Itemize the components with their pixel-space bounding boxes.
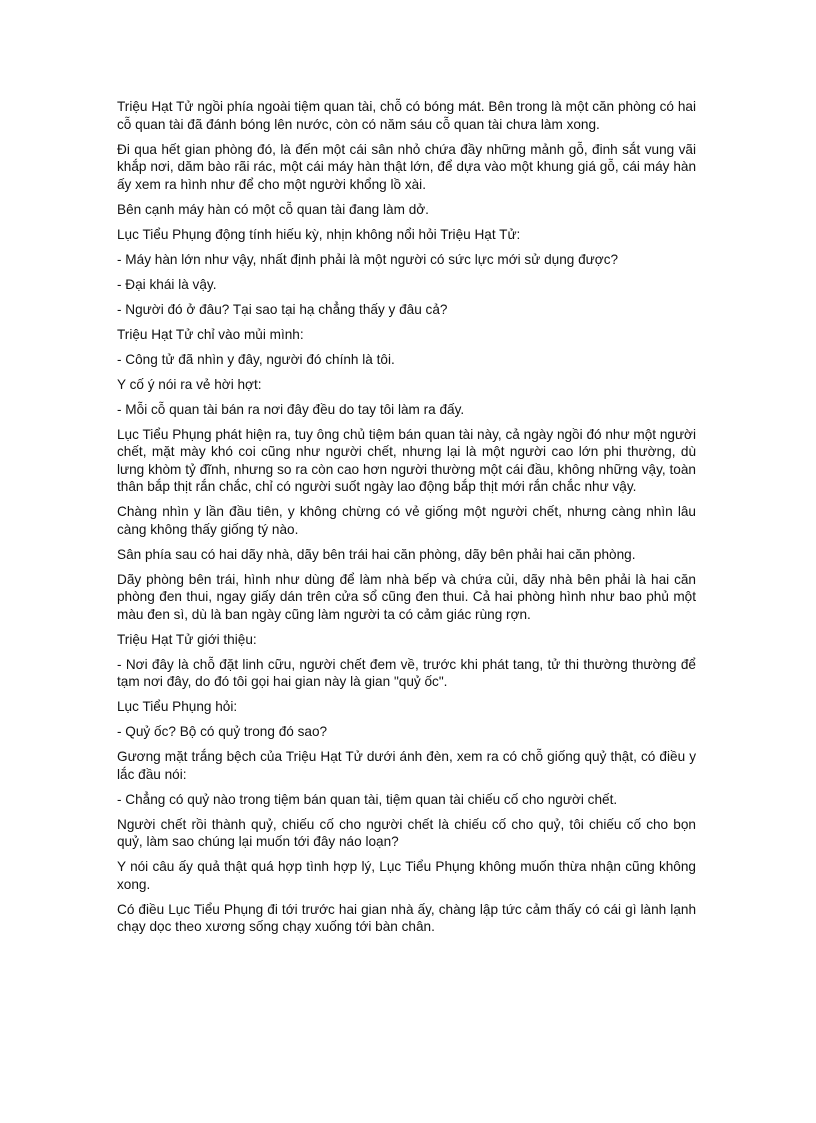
paragraph-9: - Công tử đã nhìn y đây, người đó chính là tôi. (117, 351, 395, 367)
paragraph-13: Chàng nhìn y lần đầu tiên, y không chừng có vẻ giống một người chết, nhưng càng nhìn lâu càng không thấy giống tý nào. (117, 504, 696, 537)
paragraph-7: - Người đó ở đâu? Tại sao tại hạ chẳng thấy y đâu cả? (117, 301, 448, 317)
paragraph-10: Y cố ý nói ra vẻ hời hợt: (117, 376, 262, 392)
paragraph-23: Y nói câu ấy quả thật quá hợp tình hợp lý, Lục Tiểu Phụng không muốn thừa nhận cũng không xong. (117, 859, 696, 892)
paragraph-16: Triệu Hạt Tử giới thiệu: (117, 631, 257, 647)
paragraph-4: Lục Tiểu Phụng động tính hiếu kỳ, nhịn không nổi hỏi Triệu Hạt Tử: (117, 226, 521, 242)
paragraph-1: Triệu Hạt Tử ngồi phía ngoài tiệm quan tài, chỗ có bóng mát. Bên trong là một căn phòng có hai cỗ quan tài đã đánh bóng lên nước, còn có năm sáu cỗ quan tài chưa làm xong. (117, 99, 696, 132)
paragraph-2: Đi qua hết gian phòng đó, là đến một cái sân nhỏ chứa đầy những mảnh gỗ, đinh sắt vung vãi khắp nơi, dăm bào rãi rác, một cái máy hàn thật lớn, để dựa vào một khung giá gỗ, cái máy hàn ấy xem ra hình như để cho một người khổng lồ xài. (117, 141, 696, 192)
paragraph-21: - Chẳng có quỷ nào trong tiệm bán quan tài, tiệm quan tài chiếu cố cho người chết. (117, 791, 618, 807)
paragraph-14: Sân phía sau có hai dãy nhà, dãy bên trái hai căn phòng, dãy bên phải hai căn phòng. (117, 546, 636, 562)
paragraph-6: - Đại khái là vậy. (117, 276, 217, 292)
paragraph-15: Dãy phòng bên trái, hình như dùng để làm nhà bếp và chứa củi, dãy nhà bên phải là hai căn phòng đen thui, ngay giấy dán trên cửa sổ cũng đen thui. Cả hai phòng hình như bao phủ một màu đen sì, dù là ban ngày cũng làm người ta có cảm giác rùng rợn. (117, 571, 696, 622)
paragraph-8: Triệu Hạt Tử chỉ vào mủi mình: (117, 326, 304, 342)
paragraph-12: Lục Tiểu Phụng phát hiện ra, tuy ông chủ tiệm bán quan tài này, cả ngày ngồi đó như một người chết, mặt mày khó coi cũng như người chết, nhưng lại là một người cao lớn phi thường, dù lưng khòm tỷ đĩnh, nhưng so ra còn cao hơn người thường một cái đầu, không những vậy, toàn thân bắp thịt rắn chắc, chỉ có người suốt ngày lao động bắp thịt mới rắn chắc như vậy. (117, 426, 696, 494)
paragraph-20: Gương mặt trắng bệch của Triệu Hạt Tử dưới ánh đèn, xem ra có chỗ giống quỷ thật, có điều y lắc đầu nói: (117, 749, 696, 782)
paragraph-22: Người chết rồi thành quỷ, chiếu cố cho người chết là chiếu cố cho quỷ, tôi chiếu cố cho bọn quỷ, làm sao chúng lại muốn tới đây náo loạn? (117, 816, 696, 849)
paragraph-5: - Máy hàn lớn như vậy, nhất định phải là một người có sức lực mới sử dụng được? (117, 251, 619, 267)
paragraph-24: Có điều Lục Tiểu Phụng đi tới trước hai gian nhà ấy, chàng lập tức cảm thấy có cái gì lành lạnh chạy dọc theo xương sống chạy xuống tới bàn chân. (117, 901, 696, 934)
paragraph-19: - Quỷ ốc? Bộ có quỷ trong đó sao? (117, 724, 328, 739)
paragraph-11: - Mỗi cỗ quan tài bán ra nơi đây đều do tay tôi làm ra đấy. (117, 401, 465, 417)
paragraph-3: Bên cạnh máy hàn có một cỗ quan tài đang làm dở. (117, 201, 429, 217)
document-page (117, 98, 696, 943)
paragraph-18: Lục Tiểu Phụng hỏi: (117, 699, 238, 714)
paragraph-17: - Nơi đây là chỗ đặt linh cữu, người chết đem về, trước khi phát tang, tử thi thường thường để tạm nơi đây, do đó tôi gọi hai gian này là gian "quỷ ốc". (117, 656, 696, 689)
